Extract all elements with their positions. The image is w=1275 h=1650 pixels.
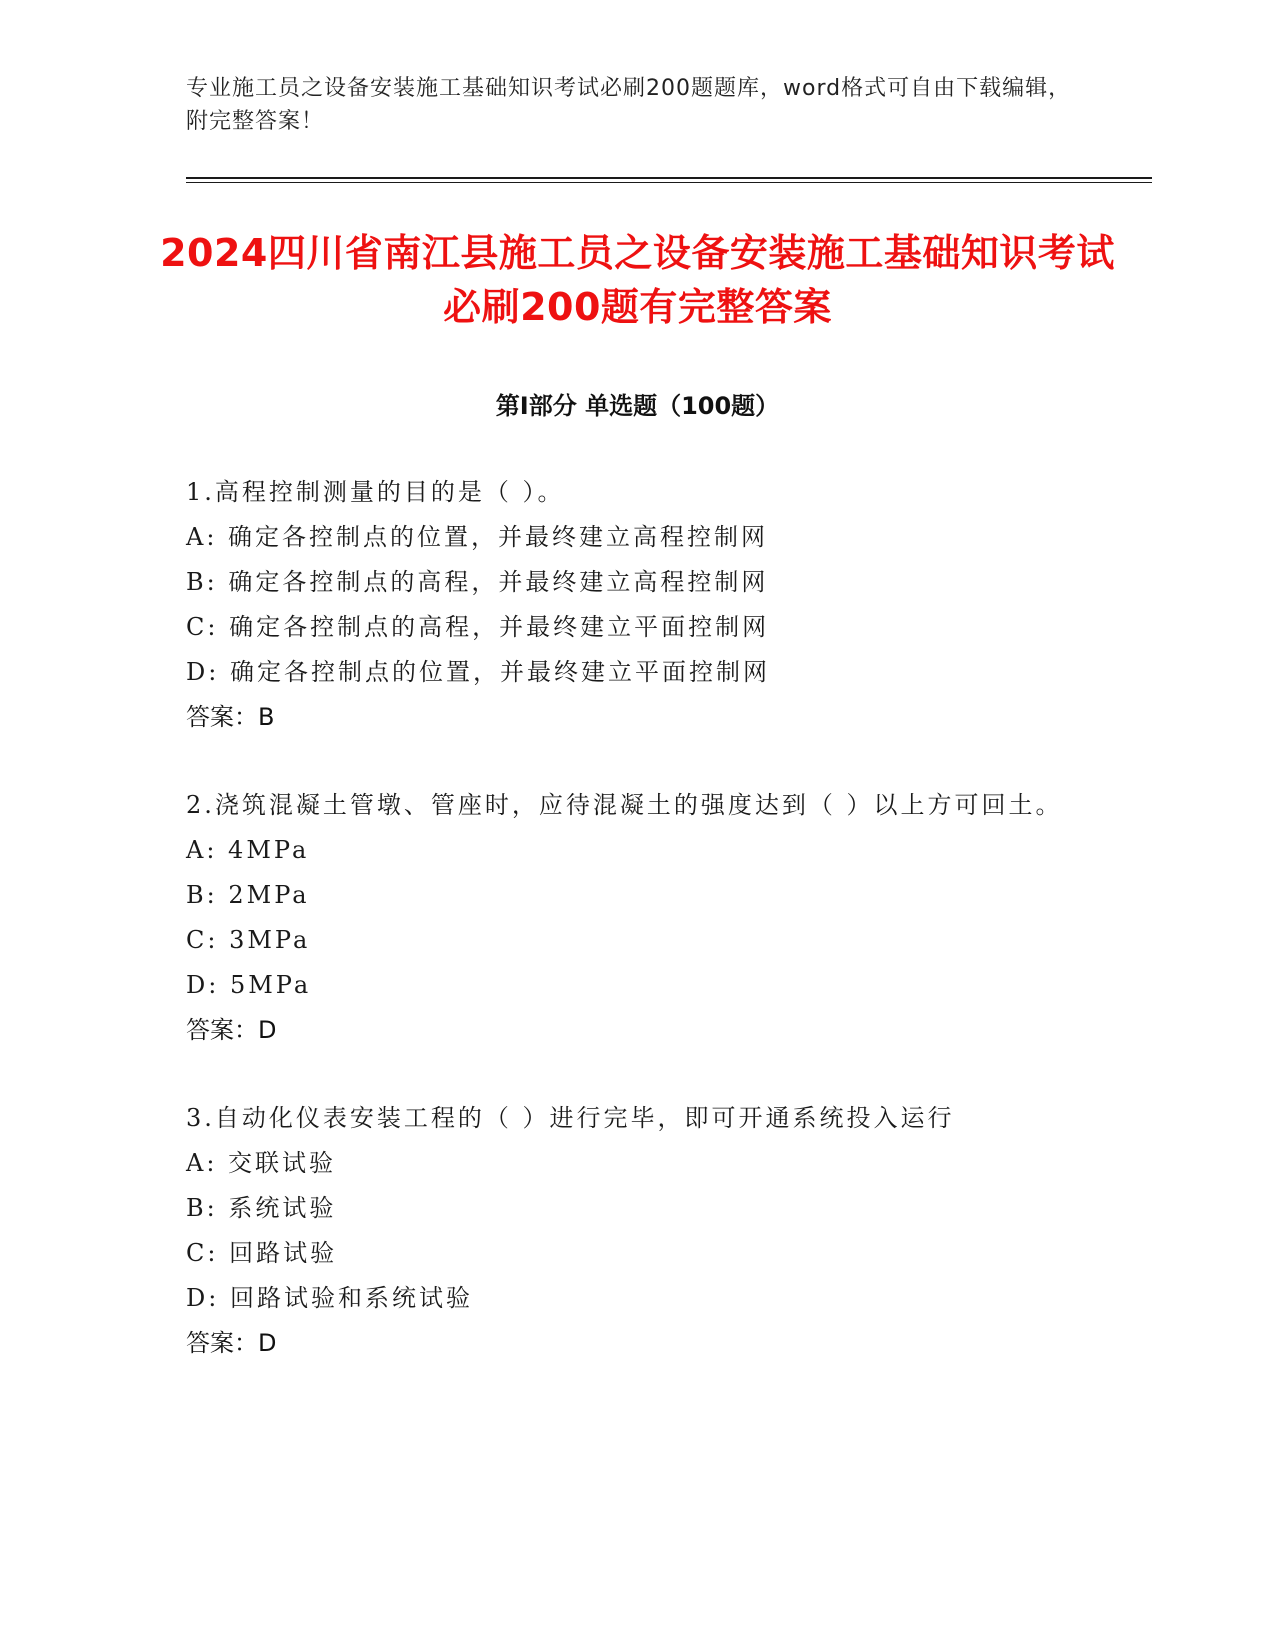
- answer: 答案：B: [186, 703, 275, 731]
- option-d: D: 5MPa: [186, 971, 312, 999]
- option-c: C: 回路试验: [186, 1239, 338, 1267]
- option-c: C: 3MPa: [186, 926, 311, 954]
- question-stem: 2.浇筑混凝土管墩、管座时，应待混凝土的强度达到（ ）以上方可回土。: [186, 791, 1063, 819]
- question-1: [186, 470, 1086, 740]
- option-b: B: 系统试验: [186, 1194, 337, 1222]
- header-note: 专业施工员之设备安装施工基础知识考试必刷200题题库，word格式可自由下载编辑，附完整答案！: [186, 76, 1072, 134]
- option-d: D: 确定各控制点的位置，并最终建立平面控制网: [186, 658, 770, 686]
- answer: 答案：D: [186, 1329, 277, 1357]
- option-a: A: 确定各控制点的位置，并最终建立高程控制网: [186, 523, 769, 551]
- header-rule-thin: [186, 182, 1152, 183]
- question-2: [186, 783, 1086, 1053]
- section-title: 第Ⅰ部分 单选题（100题）: [495, 392, 780, 420]
- question-stem: 1.高程控制测量的目的是（ ）。: [186, 478, 565, 506]
- answer: 答案：D: [186, 1016, 277, 1044]
- option-a: A: 4MPa: [186, 836, 310, 864]
- question-stem: 3.自动化仪表安装工程的（ ）进行完毕，即可开通系统投入运行: [186, 1104, 955, 1132]
- option-b: B: 2MPa: [186, 881, 310, 909]
- option-d: D: 回路试验和系统试验: [186, 1284, 473, 1312]
- option-a: A: 交联试验: [186, 1149, 337, 1177]
- option-c: C: 确定各控制点的高程，并最终建立平面控制网: [186, 613, 770, 641]
- document-title: 2024四川省南江县施工员之设备安装施工基础知识考试必刷200题有完整答案: [160, 231, 1115, 329]
- option-b: B: 确定各控制点的高程，并最终建立高程控制网: [186, 568, 769, 596]
- header-rule-thick: [186, 177, 1152, 179]
- question-list: [186, 470, 1086, 1409]
- question-3: [186, 1096, 1086, 1366]
